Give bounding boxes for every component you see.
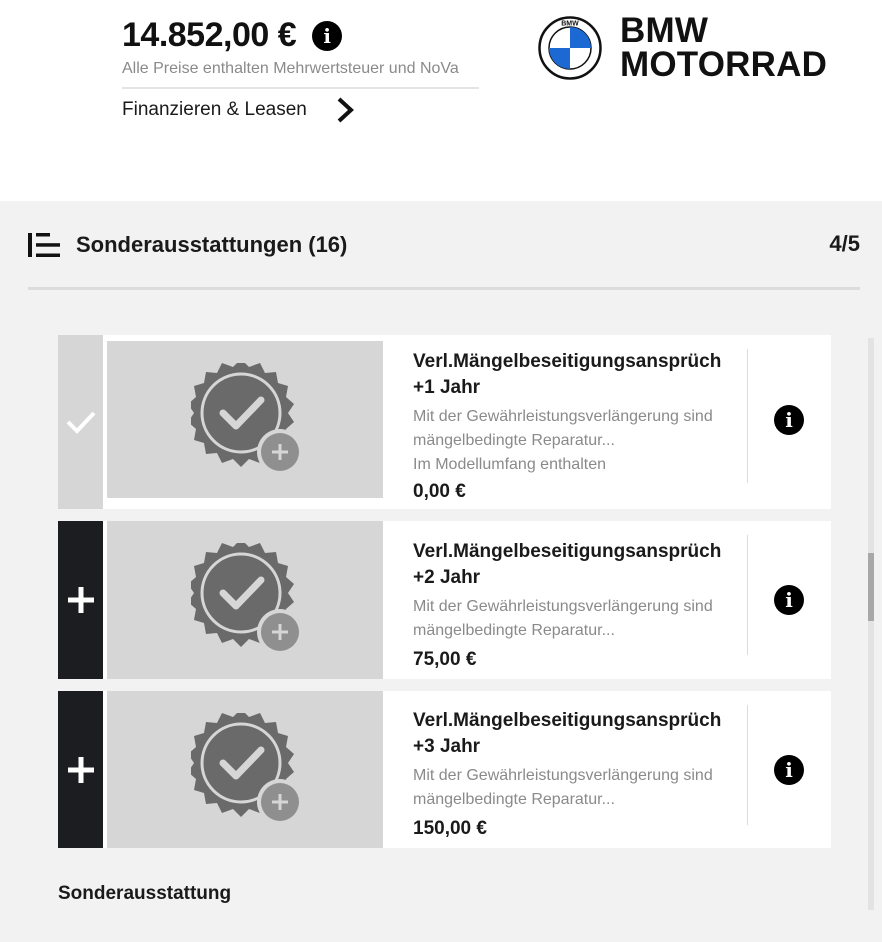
add-option-button[interactable] [58, 691, 103, 848]
option-price: 75,00 € [413, 649, 477, 670]
certified-badge-icon [191, 543, 306, 658]
plus-icon [65, 754, 97, 786]
card-divider [747, 535, 748, 655]
option-description [413, 595, 747, 643]
brand-line-2: MOTORRAD [620, 45, 828, 84]
vat-note: Alle Preise enthalten Mehrwertsteuer und NoVa [122, 60, 459, 77]
option-details [413, 349, 747, 503]
bmw-roundel-icon [538, 16, 602, 80]
check-icon [65, 410, 97, 434]
description-line: Mit der Gewährleistungsverlängerung sind [413, 767, 713, 784]
sub-heading: Sonderausstattung [58, 883, 232, 904]
option-subtitle: +3 Jahr [413, 736, 481, 757]
brand-logo[interactable] [538, 11, 828, 84]
description-line: Mit der Gewährleistungsverlängerung sind [413, 598, 713, 615]
info-icon[interactable]: i [774, 405, 804, 435]
option-details [413, 539, 747, 671]
total-price: 14.852,00 € [122, 16, 297, 54]
option-description [413, 764, 747, 812]
header [0, 0, 882, 201]
option-price: 0,00 € [413, 481, 466, 502]
brand-line-1: BMW [620, 11, 709, 50]
chevron-right-icon [333, 96, 357, 124]
option-description [413, 405, 747, 477]
plus-icon [65, 584, 97, 616]
divider [122, 87, 479, 89]
description-line: mängelbedingte Reparatur... [413, 791, 615, 808]
description-line: Mit der Gewährleistungsverlängerung sind [413, 408, 713, 425]
card-divider [747, 349, 748, 483]
scrollbar-thumb[interactable] [868, 553, 874, 621]
option-card [58, 691, 831, 848]
included-note: Im Modellumfang enthalten [413, 456, 606, 473]
price-row [122, 16, 342, 55]
info-icon[interactable]: i [774, 755, 804, 785]
option-subtitle: +1 Jahr [413, 377, 481, 398]
svg-text:BMW: BMW [561, 20, 579, 28]
option-image [107, 341, 383, 498]
option-title: Verl.Mängelbeseitigungsansprüch [413, 351, 722, 372]
add-option-button[interactable] [58, 521, 103, 679]
option-price: 150,00 € [413, 818, 487, 839]
step-indicator: 4/5 [829, 231, 860, 256]
option-subtitle: +2 Jahr [413, 567, 481, 588]
option-card [58, 335, 831, 509]
brand-wordmark [620, 11, 828, 84]
options-section [0, 201, 882, 942]
description-line: mängelbedingte Reparatur... [413, 622, 615, 639]
finance-label: Finanzieren & Leasen [122, 99, 307, 120]
finance-link[interactable] [122, 96, 357, 124]
option-title: Verl.Mängelbeseitigungsansprüch [413, 710, 722, 731]
option-card [58, 521, 831, 679]
option-image [107, 521, 383, 679]
card-divider [747, 705, 748, 825]
price-info-icon[interactable]: i [312, 21, 342, 51]
info-icon[interactable]: i [774, 585, 804, 615]
certified-badge-icon [191, 713, 306, 828]
option-title: Verl.Mängelbeseitigungsansprüch [413, 541, 722, 562]
option-details [413, 708, 747, 840]
option-image [107, 691, 383, 848]
scrollbar-track[interactable] [868, 338, 874, 910]
section-divider [28, 287, 860, 290]
option-selected-toggle[interactable] [58, 335, 103, 509]
description-line: mängelbedingte Reparatur... [413, 432, 615, 449]
list-icon [28, 233, 62, 257]
section-header[interactable] [28, 231, 860, 259]
section-title: Sonderausstattungen (16) [76, 232, 348, 257]
certified-badge-icon [191, 363, 306, 478]
